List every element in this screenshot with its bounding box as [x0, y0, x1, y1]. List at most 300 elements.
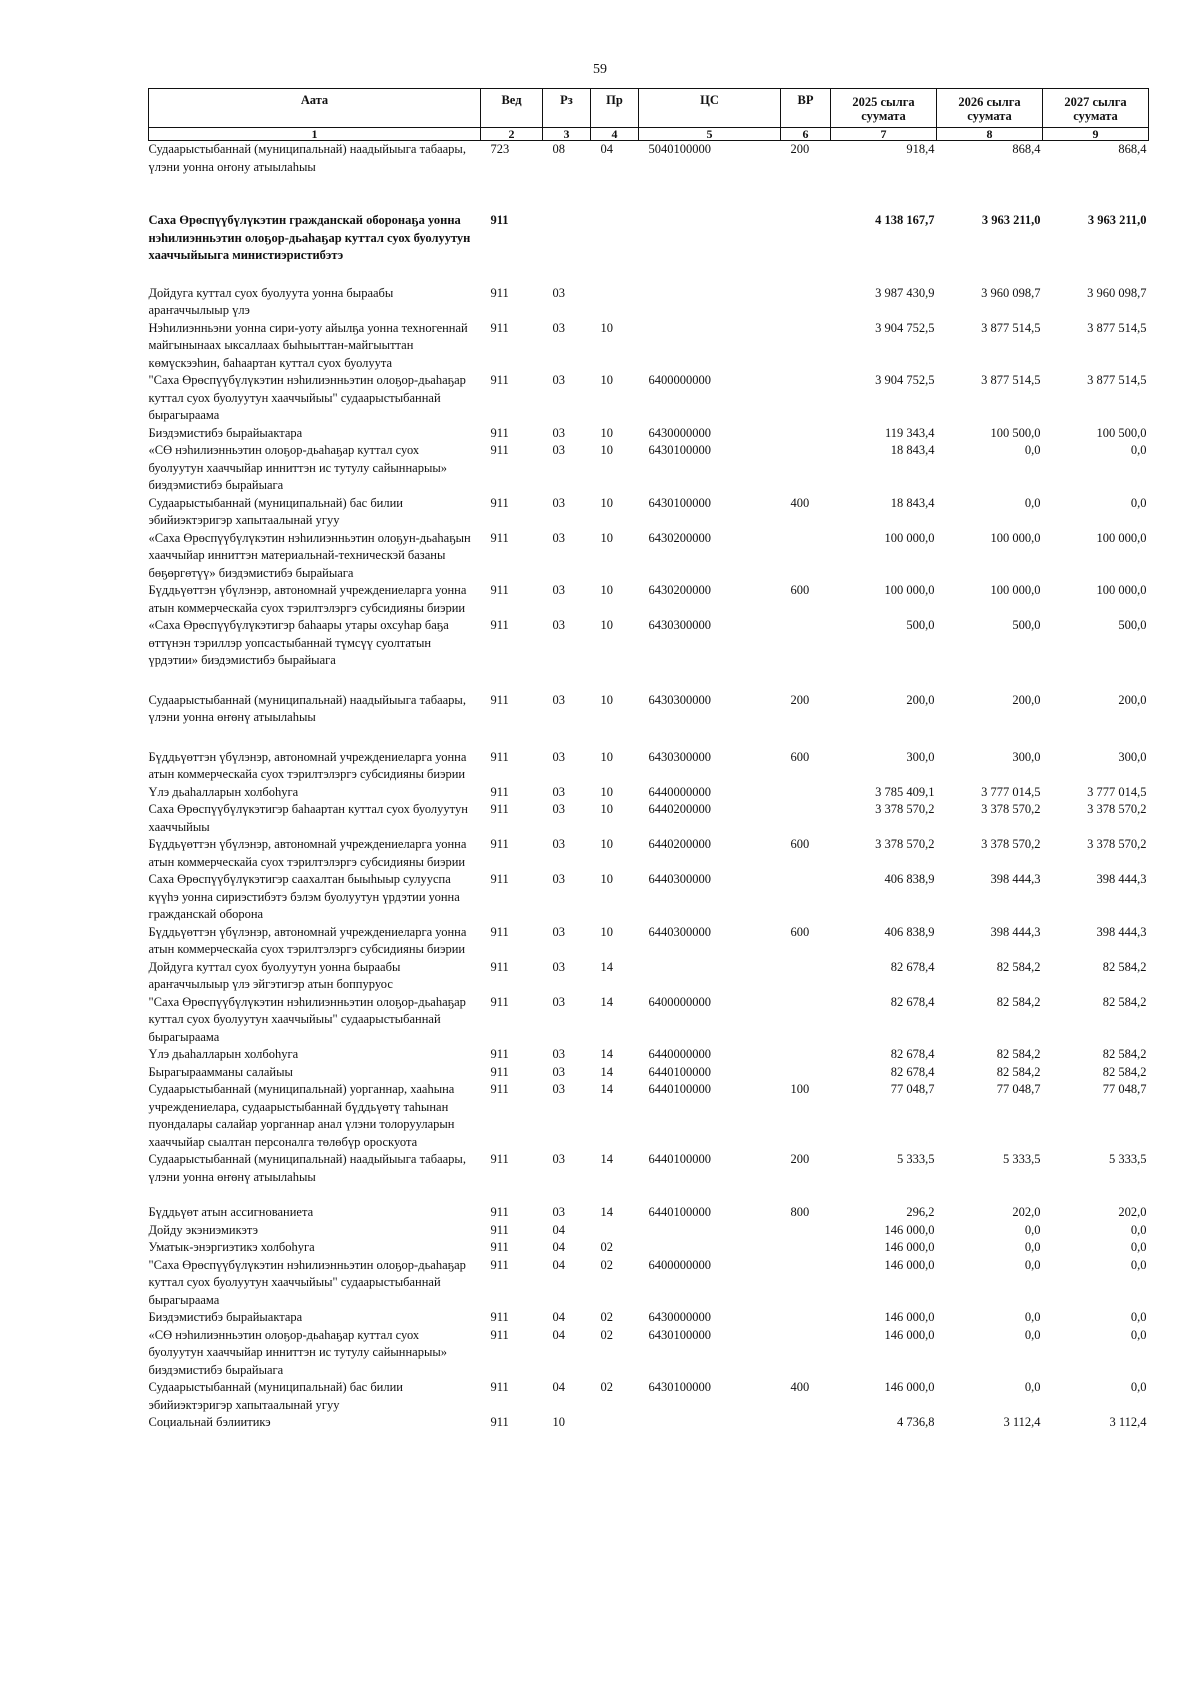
row-value-2026: 0,0	[1024, 1327, 1041, 1342]
row-rz: 10	[552, 1415, 565, 1429]
row-pr: 04	[600, 142, 613, 156]
row-vr	[781, 1309, 831, 1327]
table-row	[149, 836, 1149, 871]
row-value-2026: 100 000,0	[990, 530, 1041, 545]
row-value-2025: 3 785 409,1	[875, 784, 935, 799]
row-value-2027: 100 500,0	[1096, 425, 1147, 440]
row-vr	[781, 801, 831, 836]
row-rz: 03	[552, 749, 565, 764]
row-rz: 03	[552, 802, 565, 816]
row-vr	[781, 442, 831, 495]
header-name: Аата	[149, 89, 481, 128]
row-pr: 10	[600, 443, 613, 457]
row-pr: 14	[600, 1082, 613, 1096]
row-name: Судаарыстыбаннай (муниципальнай) наадыйыыга табаары, үлэни уонна өҥөнү атыылаһыы	[148, 1152, 466, 1184]
table-row	[149, 285, 1149, 320]
row-rz: 03	[552, 1152, 565, 1166]
row-value-2025: 918,4	[906, 142, 935, 156]
row-ved: 723	[490, 142, 510, 156]
row-cs: 6440000000	[648, 784, 711, 799]
row-ved: 911	[490, 784, 509, 799]
row-vr	[781, 1327, 831, 1380]
header-2027: 2027 сылга суумата	[1043, 89, 1149, 128]
row-value-2025: 82 678,4	[890, 959, 935, 974]
row-pr	[591, 1414, 639, 1432]
row-value-2027: 500,0	[1118, 618, 1147, 632]
row-vr: 200	[790, 692, 810, 707]
row-value-2025: 18 843,4	[890, 495, 935, 510]
table-row	[149, 994, 1149, 1047]
row-pr: 14	[600, 1205, 613, 1219]
table-row	[149, 1327, 1149, 1380]
row-name: Нэһилиэнньэни уонна сири-уоту айылҕа уонна техногеннай майгынынаах ыксаллаах быһыыттан-майгыыттан көмүскээһин, баһаартан куттал суох буолуута	[148, 320, 468, 370]
row-value-2025: 4 138 167,7	[875, 213, 935, 227]
row-vr	[781, 871, 831, 924]
row-rz: 03	[552, 495, 565, 510]
row-value-2027: 82 584,2	[1102, 994, 1147, 1009]
row-vr	[781, 784, 831, 802]
row-value-2025: 82 678,4	[890, 1047, 935, 1061]
row-value-2026: 868,4	[1012, 142, 1041, 156]
row-value-2026: 3 877 514,5	[981, 373, 1041, 387]
row-vr: 200	[790, 1152, 810, 1166]
row-pr: 10	[600, 425, 613, 440]
row-cs: 6440100000	[648, 1064, 711, 1079]
row-cs: 6430300000	[648, 618, 711, 632]
header-2025: 2025 сылга суумата	[831, 89, 937, 128]
row-value-2027: 200,0	[1118, 692, 1147, 707]
row-pr: 14	[600, 959, 613, 974]
row-name: Дойдуга куттал суох буолуута уонна быраабы араҥаччылыыр үлэ	[148, 285, 394, 317]
row-value-2025: 296,2	[906, 1205, 935, 1219]
row-value-2027: 3 777 014,5	[1087, 784, 1147, 799]
row-value-2025: 146 000,0	[884, 1240, 935, 1254]
row-value-2025: 300,0	[906, 749, 935, 764]
table-row	[149, 1204, 1149, 1222]
row-value-2027: 3 963 211,0	[1087, 213, 1147, 227]
row-ved: 911	[490, 872, 509, 886]
row-cs: 6400000000	[648, 1257, 711, 1272]
row-value-2026: 0,0	[1024, 1380, 1041, 1394]
table-row	[149, 320, 1149, 373]
row-value-2027: 82 584,2	[1102, 1064, 1147, 1079]
row-ved: 911	[490, 285, 509, 300]
row-ved: 911	[490, 1257, 509, 1272]
row-value-2026: 0,0	[1024, 495, 1041, 510]
row-rz: 04	[552, 1257, 565, 1272]
row-pr: 10	[600, 583, 613, 597]
table-row	[149, 582, 1149, 617]
row-value-2026: 82 584,2	[996, 994, 1041, 1009]
row-cs	[639, 194, 781, 285]
row-cs: 6430000000	[648, 1310, 711, 1324]
row-value-2025: 146 000,0	[884, 1222, 935, 1237]
row-name: Үлэ дьаһалларын холбоһуга	[148, 784, 299, 799]
row-name: «СӨ нэһилиэнньэтин олоҕор-дьаһаҕар куттал суох буолуутун хааччыйар инниттэн ис тутулу сайыннарыы» биэдэмистибэ бырайыага	[148, 1327, 448, 1377]
table-row	[149, 1379, 1149, 1414]
table-row	[149, 801, 1149, 836]
row-vr: 200	[790, 142, 810, 156]
row-vr	[781, 1239, 831, 1257]
table-row	[149, 194, 1149, 285]
table-row	[149, 442, 1149, 495]
row-rz: 03	[552, 784, 565, 799]
row-ved: 911	[490, 1205, 509, 1219]
row-ved: 911	[490, 1082, 509, 1096]
row-value-2025: 100 000,0	[884, 583, 935, 597]
row-value-2026: 100 500,0	[990, 425, 1041, 440]
row-cs: 6440000000	[648, 1047, 711, 1061]
table-row	[149, 425, 1149, 443]
row-value-2026: 3 112,4	[1003, 1415, 1041, 1429]
row-cs	[639, 1222, 781, 1240]
table-row	[149, 670, 1149, 727]
row-value-2026: 398 444,3	[990, 872, 1041, 886]
table-row	[149, 530, 1149, 583]
row-rz: 04	[552, 1327, 565, 1342]
row-value-2026: 202,0	[1012, 1205, 1041, 1219]
row-pr: 10	[600, 495, 613, 510]
table-row	[149, 784, 1149, 802]
row-value-2025: 4 736,8	[897, 1415, 935, 1429]
table-row	[149, 1239, 1149, 1257]
row-value-2025: 406 838,9	[884, 924, 935, 939]
row-pr: 10	[600, 530, 613, 545]
row-value-2026: 3 378 570,2	[981, 802, 1041, 816]
header-cs: ЦС	[639, 89, 781, 128]
row-ved: 911	[490, 994, 509, 1009]
row-value-2025: 100 000,0	[884, 530, 935, 545]
row-value-2027: 77 048,7	[1102, 1082, 1147, 1096]
row-value-2026: 5 333,5	[1003, 1152, 1041, 1166]
row-ved: 911	[490, 618, 509, 632]
row-ved: 911	[490, 213, 509, 227]
row-value-2027: 398 444,3	[1096, 924, 1147, 939]
header-number-8: 8	[937, 128, 1043, 141]
row-name: Дойдуга куттал суох буолуутун уонна быраабы араҥаччылыыр үлэ эйгэтигэр атын боппуруос	[148, 959, 401, 991]
row-value-2027: 82 584,2	[1102, 1047, 1147, 1061]
table-row	[149, 1081, 1149, 1151]
row-pr: 10	[600, 749, 613, 764]
row-ved: 911	[490, 425, 509, 440]
row-pr	[591, 194, 639, 285]
row-value-2027: 0,0	[1130, 1327, 1147, 1342]
row-name: Бүддьүөттэн үбүлэнэр, автономнай учреждениеларга уонна атын коммерческайа суох тэрилтэлэргэ субсидияны биэрии	[148, 749, 467, 781]
row-value-2027: 3 877 514,5	[1087, 373, 1147, 387]
row-value-2025: 5 333,5	[897, 1152, 935, 1166]
row-rz: 03	[552, 1047, 565, 1061]
table-row	[149, 1257, 1149, 1310]
row-value-2027: 3 112,4	[1109, 1415, 1147, 1429]
row-name: Судаарыстыбаннай (муниципальнай) наадыйыыга табаары, үлэни уонна өҥөнү атыылаһыы	[148, 692, 466, 724]
row-vr	[781, 1257, 831, 1310]
row-vr	[781, 194, 831, 285]
row-cs: 6400000000	[648, 373, 711, 387]
row-cs	[639, 1414, 781, 1432]
row-vr	[781, 285, 831, 320]
row-cs: 6430200000	[648, 530, 711, 545]
table-row	[149, 141, 1149, 195]
table-row	[149, 1046, 1149, 1064]
row-ved: 911	[490, 749, 509, 764]
row-rz: 03	[552, 285, 565, 300]
row-pr: 10	[600, 373, 613, 387]
row-value-2027: 3 378 570,2	[1087, 802, 1147, 816]
table-row	[149, 1064, 1149, 1082]
row-rz: 04	[552, 1222, 565, 1237]
row-rz: 04	[552, 1240, 565, 1254]
budget-table	[148, 88, 1149, 1432]
row-value-2026: 0,0	[1024, 1310, 1041, 1324]
row-ved: 911	[490, 692, 509, 707]
row-value-2027: 3 960 098,7	[1087, 285, 1147, 300]
row-vr	[781, 372, 831, 425]
header-pr: Пр	[591, 89, 639, 128]
row-value-2027: 300,0	[1118, 749, 1147, 764]
row-ved: 911	[490, 924, 509, 939]
row-value-2027: 0,0	[1130, 1310, 1147, 1324]
header-number-2: 2	[481, 128, 543, 141]
row-value-2026: 82 584,2	[996, 1064, 1041, 1079]
header-number-6: 6	[781, 128, 831, 141]
row-value-2027: 3 877 514,5	[1087, 320, 1147, 335]
row-value-2025: 3 987 430,9	[875, 285, 935, 300]
row-rz: 03	[552, 443, 565, 457]
row-pr	[591, 285, 639, 320]
row-rz: 03	[552, 692, 565, 707]
row-name: Бүддьүөттэн үбүлэнэр, автономнай учреждениеларга уонна атын коммерческайа суох тэрилтэлэргэ субсидияны биэрии	[148, 583, 467, 615]
row-name: Социальнай бэлиитикэ	[148, 1415, 271, 1429]
row-vr	[781, 1064, 831, 1082]
row-value-2026: 82 584,2	[996, 959, 1041, 974]
row-ved: 911	[490, 530, 509, 545]
row-pr: 02	[600, 1240, 613, 1254]
row-pr: 10	[600, 837, 613, 851]
row-cs: 6400000000	[648, 994, 711, 1009]
row-rz: 03	[552, 1082, 565, 1096]
row-vr	[781, 1046, 831, 1064]
row-value-2027: 0,0	[1130, 1240, 1147, 1254]
row-pr: 14	[600, 1152, 613, 1166]
row-cs: 6430200000	[648, 583, 711, 597]
row-value-2025: 3 904 752,5	[875, 320, 935, 335]
row-rz: 03	[552, 320, 565, 335]
row-name: Бүддьүөттэн үбүлэнэр, автономнай учреждениеларга уонна атын коммерческайа суох тэрилтэлэргэ субсидияны биэрии	[148, 924, 467, 956]
row-pr	[591, 1222, 639, 1240]
row-name: Биэдэмистибэ бырайыактара	[148, 425, 303, 440]
row-ved: 911	[490, 1415, 509, 1429]
row-pr: 10	[600, 320, 613, 335]
row-value-2026: 3 963 211,0	[981, 213, 1041, 227]
row-vr	[781, 1222, 831, 1240]
header-ved: Вед	[481, 89, 543, 128]
row-value-2027: 0,0	[1130, 495, 1147, 510]
row-value-2025: 77 048,7	[890, 1082, 935, 1096]
row-vr	[781, 994, 831, 1047]
row-pr: 02	[600, 1310, 613, 1324]
row-vr	[781, 425, 831, 443]
header-number-7: 7	[831, 128, 937, 141]
row-ved: 911	[490, 1064, 509, 1079]
row-value-2027: 0,0	[1130, 1380, 1147, 1394]
row-rz: 04	[552, 1380, 565, 1394]
row-vr	[781, 617, 831, 670]
row-pr: 14	[600, 1064, 613, 1079]
row-value-2026: 200,0	[1012, 692, 1041, 707]
row-value-2027: 3 378 570,2	[1087, 837, 1147, 851]
row-cs: 6430100000	[648, 1380, 711, 1394]
row-name: Саха Өрөспүүбүлүкэтигэр баһаартан куттал суох буолуутун хааччыйыы	[148, 802, 468, 834]
row-ved: 911	[490, 837, 509, 851]
row-value-2026: 300,0	[1012, 749, 1041, 764]
row-value-2025: 82 678,4	[890, 994, 935, 1009]
row-cs: 6440300000	[648, 872, 711, 886]
row-name: Үлэ дьаһалларын холбоһуга	[148, 1047, 299, 1061]
row-cs: 6440100000	[648, 1205, 711, 1219]
row-pr: 02	[600, 1327, 613, 1342]
row-vr: 600	[790, 924, 810, 939]
table-row	[149, 1414, 1149, 1432]
row-value-2026: 100 000,0	[990, 583, 1041, 597]
row-cs	[639, 1239, 781, 1257]
row-value-2026: 3 378 570,2	[981, 837, 1041, 851]
row-value-2026: 77 048,7	[996, 1082, 1041, 1096]
table-row	[149, 727, 1149, 784]
row-value-2025: 146 000,0	[884, 1380, 935, 1394]
row-rz: 03	[552, 530, 565, 545]
row-name: "Саха Өрөспүүбүлүкэтин нэһилиэнньэтин олоҕор-дьаһаҕар куттал суох буолуутун хааччыйыы" судаарыстыбаннай бырагыраама	[148, 1257, 466, 1307]
row-pr: 14	[600, 994, 613, 1009]
row-cs: 6430100000	[648, 1327, 711, 1342]
row-ved: 911	[490, 959, 509, 974]
row-value-2025: 18 843,4	[890, 443, 935, 457]
row-rz: 03	[552, 373, 565, 387]
row-value-2027: 868,4	[1118, 142, 1147, 156]
row-rz: 03	[552, 1064, 565, 1079]
table-row	[149, 1151, 1149, 1204]
row-name: Бүддьүөт атын ассигнованиета	[148, 1205, 314, 1219]
table-row	[149, 1222, 1149, 1240]
table-body	[149, 141, 1149, 1432]
row-cs: 6440200000	[648, 802, 711, 816]
row-name: Судаарыстыбаннай (муниципальнай) уорганнар, хааһына учреждениелара, судаарыстыбаннай бүддьүөтү таһынан пуондалары салайар уорганнар анал үлэни толорууларын хааччыйар сыалтан персоналга төлөбүр ороскуота	[148, 1082, 455, 1149]
row-ved: 911	[490, 373, 509, 387]
row-rz: 03	[552, 425, 565, 440]
row-pr: 02	[600, 1380, 613, 1394]
row-name: Судаарыстыбаннай (муниципальнай) бас билии эбийиэктэригэр хапытаалынай угуу	[148, 1380, 403, 1412]
row-name: Бырагыраамманы салайыы	[148, 1064, 293, 1079]
row-cs: 6440300000	[648, 924, 711, 939]
row-rz	[543, 194, 591, 285]
row-name: «Саха Өрөспүүбүлүкэтигэр баһаары утары охсуһар баҕа өттүнэн тэриллэр уопсастыбаннай түмсүү суолтатын үрдэтии» биэдэмистибэ бырайыага	[148, 618, 449, 667]
row-value-2025: 200,0	[906, 692, 935, 707]
row-vr	[781, 959, 831, 994]
row-cs: 6440100000	[648, 1082, 711, 1096]
row-ved: 911	[490, 1047, 509, 1061]
row-cs	[639, 320, 781, 373]
row-vr	[781, 1414, 831, 1432]
row-value-2027: 100 000,0	[1096, 583, 1147, 597]
row-value-2025: 500,0	[906, 618, 935, 632]
row-value-2025: 82 678,4	[890, 1064, 935, 1079]
row-name: Судаарыстыбаннай (муниципальнай) наадыйыыга табаары, үлэни уонна оҥону атыылаһыы	[148, 142, 466, 174]
row-rz: 08	[552, 142, 565, 156]
row-value-2025: 3 904 752,5	[875, 373, 935, 387]
row-ved: 911	[490, 1240, 509, 1254]
row-rz: 03	[552, 583, 565, 597]
row-cs: 6430100000	[648, 495, 711, 510]
row-value-2027: 5 333,5	[1109, 1152, 1147, 1166]
row-pr: 02	[600, 1257, 613, 1272]
row-name: Биэдэмистибэ бырайыактара	[148, 1310, 303, 1324]
row-vr: 600	[790, 583, 810, 597]
row-cs: 6430100000	[648, 443, 711, 457]
row-vr: 600	[790, 837, 810, 851]
row-value-2026: 3 777 014,5	[981, 784, 1041, 799]
row-name: Судаарыстыбаннай (муниципальнай) бас билии эбийиэктэригэр хапытаалынай угуу	[148, 495, 403, 527]
row-cs	[639, 285, 781, 320]
row-value-2025: 3 378 570,2	[875, 837, 935, 851]
header-number-4: 4	[591, 128, 639, 141]
row-value-2026: 0,0	[1024, 1257, 1041, 1272]
row-value-2027: 202,0	[1118, 1205, 1147, 1219]
row-vr: 400	[790, 495, 810, 510]
row-value-2025: 146 000,0	[884, 1310, 935, 1324]
page-number: 59	[593, 62, 607, 77]
row-name: Дойду экэниэмикэтэ	[148, 1222, 258, 1237]
table-row	[149, 871, 1149, 924]
row-value-2026: 3 877 514,5	[981, 320, 1041, 335]
header-2026: 2026 сылга суумата	[937, 89, 1043, 128]
row-name: Саха Өрөспүүбүлүкэтигэр саахалтан быыһыыр сулууспа күүһэ уонна сириэстибэтэ бэлэм буолуутун үрдэтии уонна гражданскай оборона	[148, 872, 460, 921]
row-value-2027: 398 444,3	[1096, 872, 1147, 886]
row-name: Саха Өрөспүүбүлүкэтин гражданскай оборонаҕа уонна нэһилиэнньэтин олоҕор-дьаһаҕар куттал суох буолуутун хааччыйыыга министиэристибэтэ	[148, 213, 471, 262]
row-ved: 911	[490, 802, 509, 816]
row-cs: 6440100000	[648, 1152, 711, 1166]
row-rz: 03	[552, 872, 565, 886]
row-rz: 04	[552, 1310, 565, 1324]
header-number-1: 1	[149, 128, 481, 141]
table-row	[149, 617, 1149, 670]
row-value-2025: 146 000,0	[884, 1257, 935, 1272]
row-name: "Саха Өрөспүүбүлүкэтин нэһилиэнньэтин олоҕор-дьаһаҕар куттал суох буолуутун хааччыйыы" судаарыстыбаннай бырагыраама	[148, 373, 466, 422]
row-vr: 100	[790, 1082, 810, 1096]
row-rz: 03	[552, 837, 565, 851]
row-rz: 03	[552, 618, 565, 632]
row-pr: 10	[600, 784, 613, 799]
row-cs: 6440200000	[648, 837, 711, 851]
row-cs: 6430300000	[648, 749, 711, 764]
row-value-2025: 3 378 570,2	[875, 802, 935, 816]
row-value-2026: 500,0	[1012, 618, 1041, 632]
row-ved: 911	[490, 1380, 509, 1394]
row-rz: 03	[552, 994, 565, 1009]
row-value-2025: 119 343,4	[884, 425, 935, 440]
row-ved: 911	[490, 1310, 509, 1324]
budget-table-container	[148, 88, 1148, 1432]
row-name: Уматык-энэргиэтикэ холбоһуга	[148, 1240, 315, 1254]
row-rz: 03	[552, 924, 565, 939]
table-row	[149, 959, 1149, 994]
row-value-2027: 100 000,0	[1096, 530, 1147, 545]
row-value-2027: 0,0	[1130, 1257, 1147, 1272]
row-cs	[639, 959, 781, 994]
row-name: «Саха Өрөспүүбүлүкэтин нэһилиэнньэтин олоҕун-дьаһаҕын хааччыйар инниттэн материальнай-техническэй базаны бөҕөргөтүү» биэдэмистибэ бырайыага	[148, 530, 471, 580]
row-value-2027: 0,0	[1130, 443, 1147, 457]
table-header	[149, 89, 1149, 141]
row-value-2025: 406 838,9	[884, 872, 935, 886]
row-value-2026: 0,0	[1024, 443, 1041, 457]
